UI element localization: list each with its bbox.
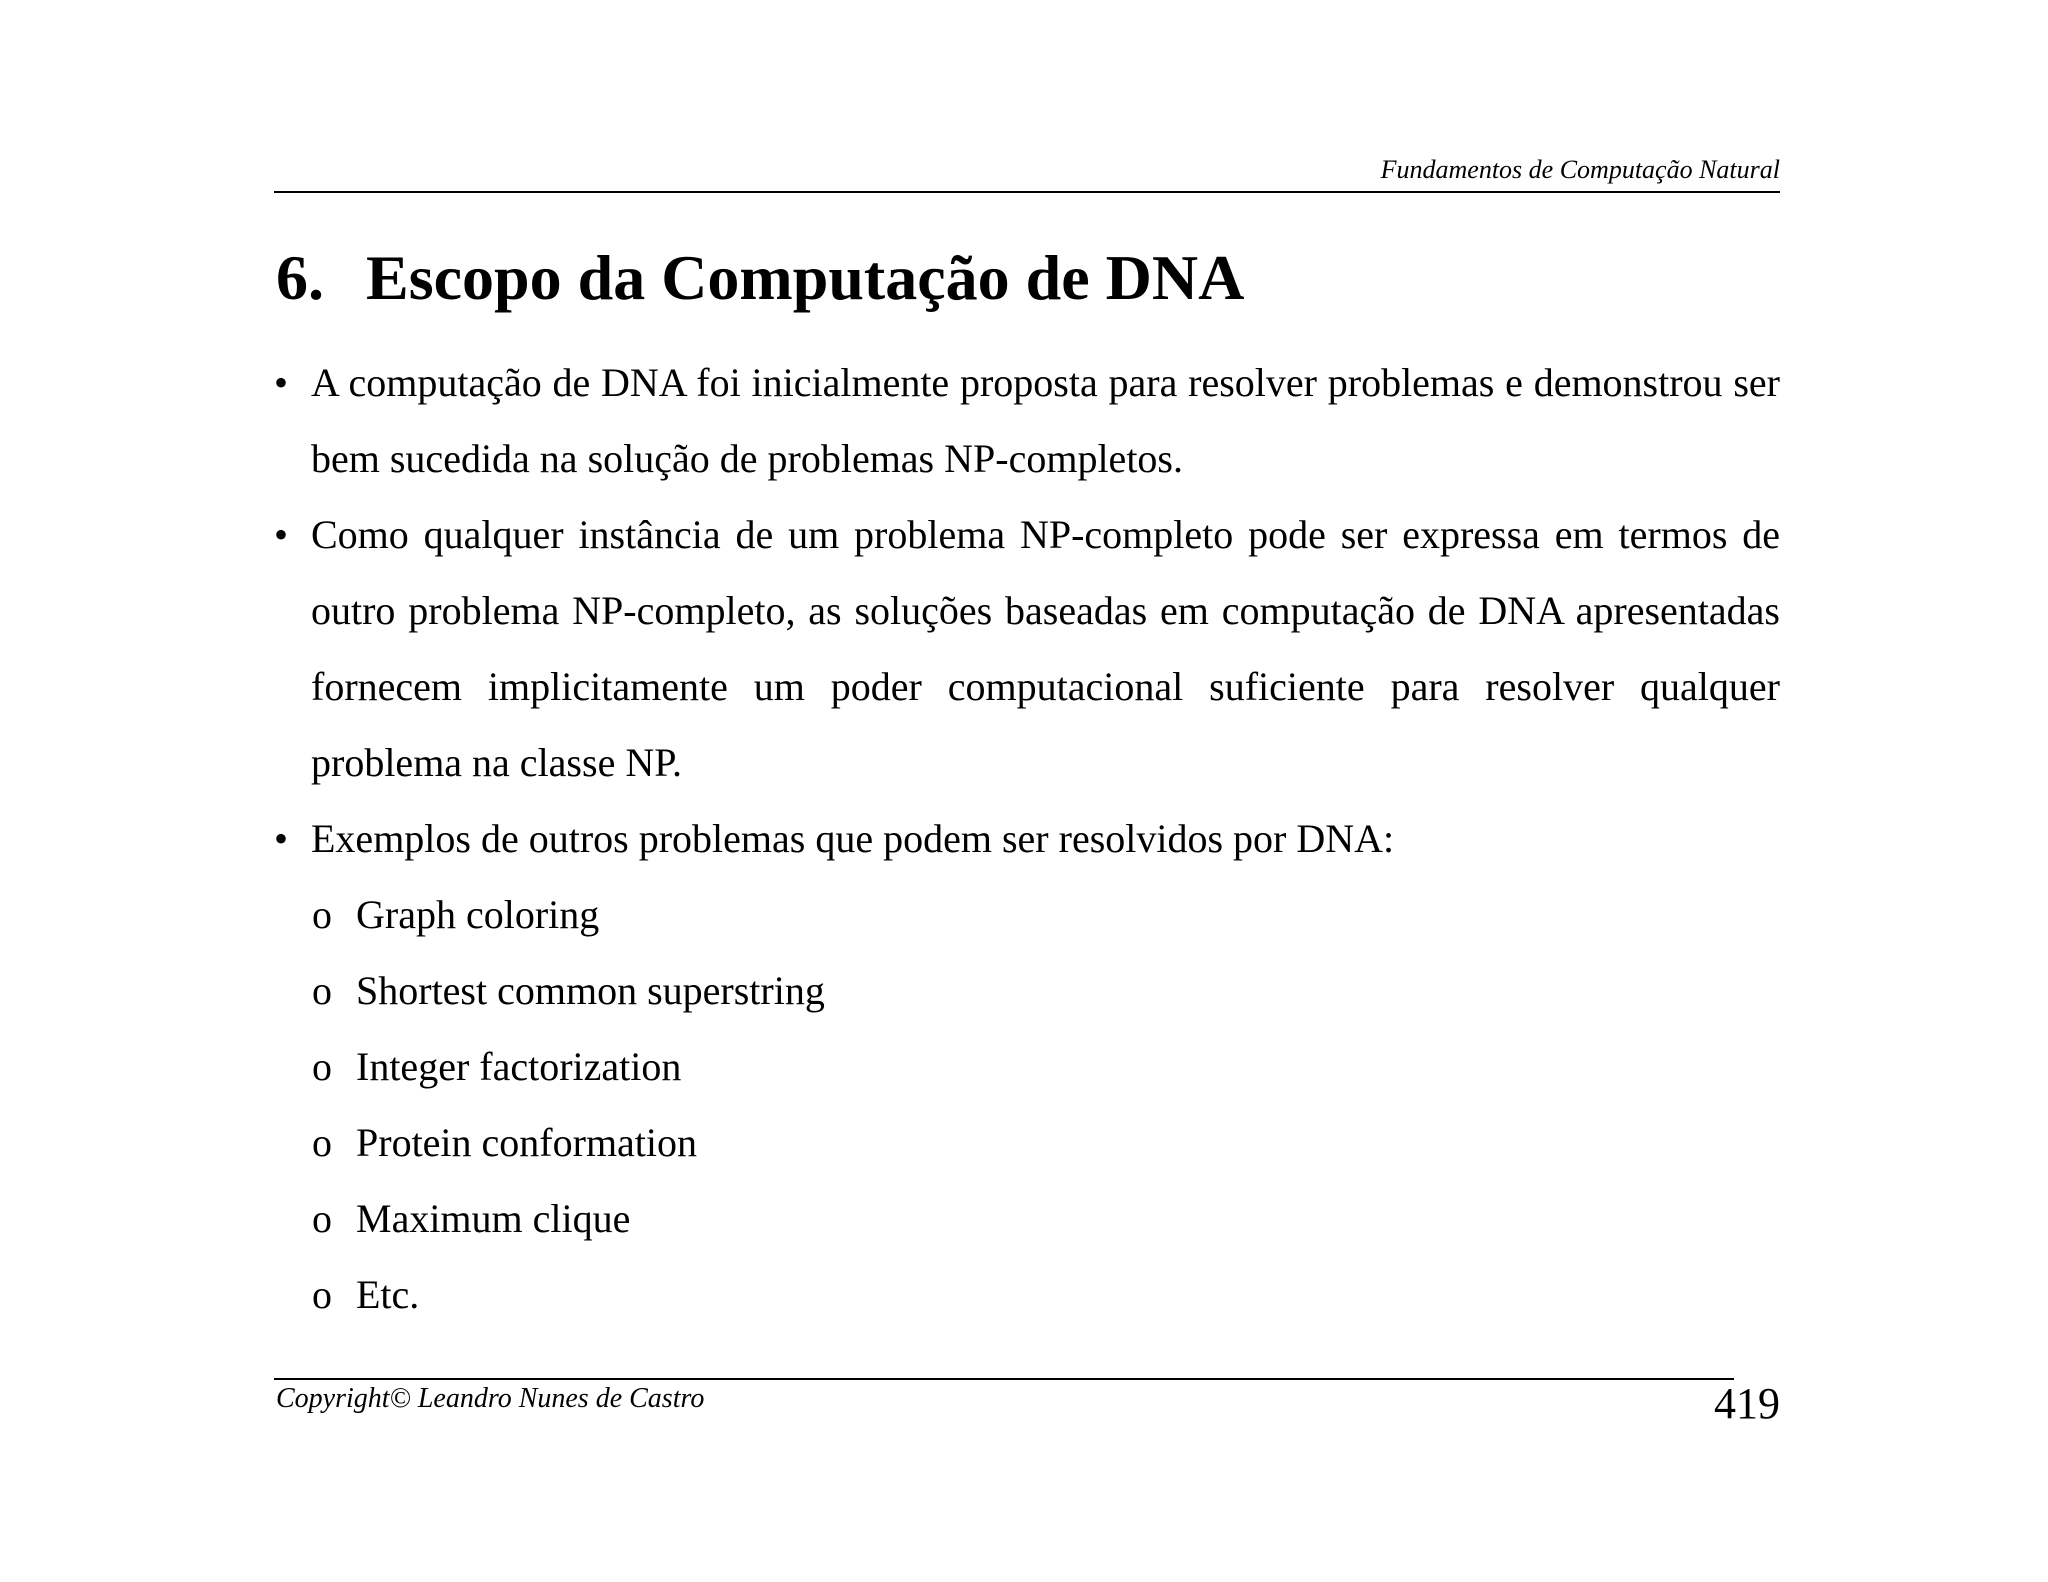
example-item [274,1181,1780,1257]
sub-bullet-marker: o [312,1272,332,1317]
header-divider [274,191,1780,193]
slide-body [274,345,1780,1333]
bullet-item [274,497,1780,801]
example-item [274,953,1780,1029]
bullet-marker: • [274,512,289,557]
example-text: Graph coloring [356,892,600,937]
example-item [274,1105,1780,1181]
bullet-marker: • [274,816,289,861]
example-item [274,1029,1780,1105]
bullet-text: A computação de DNA foi inicialmente proposta para resolver problemas e demonstrou ser bem sucedida na solução de problemas NP-completos. [311,360,1780,481]
section-title [276,238,1244,318]
sub-bullet-marker: o [312,1120,332,1165]
sub-bullet-marker: o [312,968,332,1013]
example-text: Maximum clique [356,1196,631,1241]
example-item [274,1257,1780,1333]
section-title-text: Escopo da Computação de DNA [366,242,1245,313]
sub-bullet-marker: o [312,892,332,937]
example-item [274,877,1780,953]
example-text: Protein conformation [356,1120,698,1165]
page-number: 419 [1714,1379,1780,1428]
sub-bullet-marker: o [312,1196,332,1241]
bullet-text: Como qualquer instância de um problema NP-completo pode ser expressa em termos de outro problema NP-completo, as soluções baseadas em computação de DNA apresentadas fornecem implicitamente um poder computacional suficiente para resolver qualquer problema na classe NP. [311,512,1780,785]
example-text: Etc. [356,1272,420,1317]
sub-bullet-marker: o [312,1044,332,1089]
bullet-marker: • [274,360,289,405]
bullet-item [274,801,1780,877]
bullet-item [274,345,1780,497]
bullet-text: Exemplos de outros problemas que podem ser resolvidos por DNA: [311,816,1395,861]
example-text: Shortest common superstring [356,968,825,1013]
section-number: 6. [276,242,324,313]
running-header: Fundamentos de Computação Natural [1380,155,1780,184]
copyright-notice: Copyright© Leandro Nunes de Castro [276,1383,705,1414]
example-text: Integer factorization [356,1044,682,1089]
footer-divider [274,1378,1734,1380]
